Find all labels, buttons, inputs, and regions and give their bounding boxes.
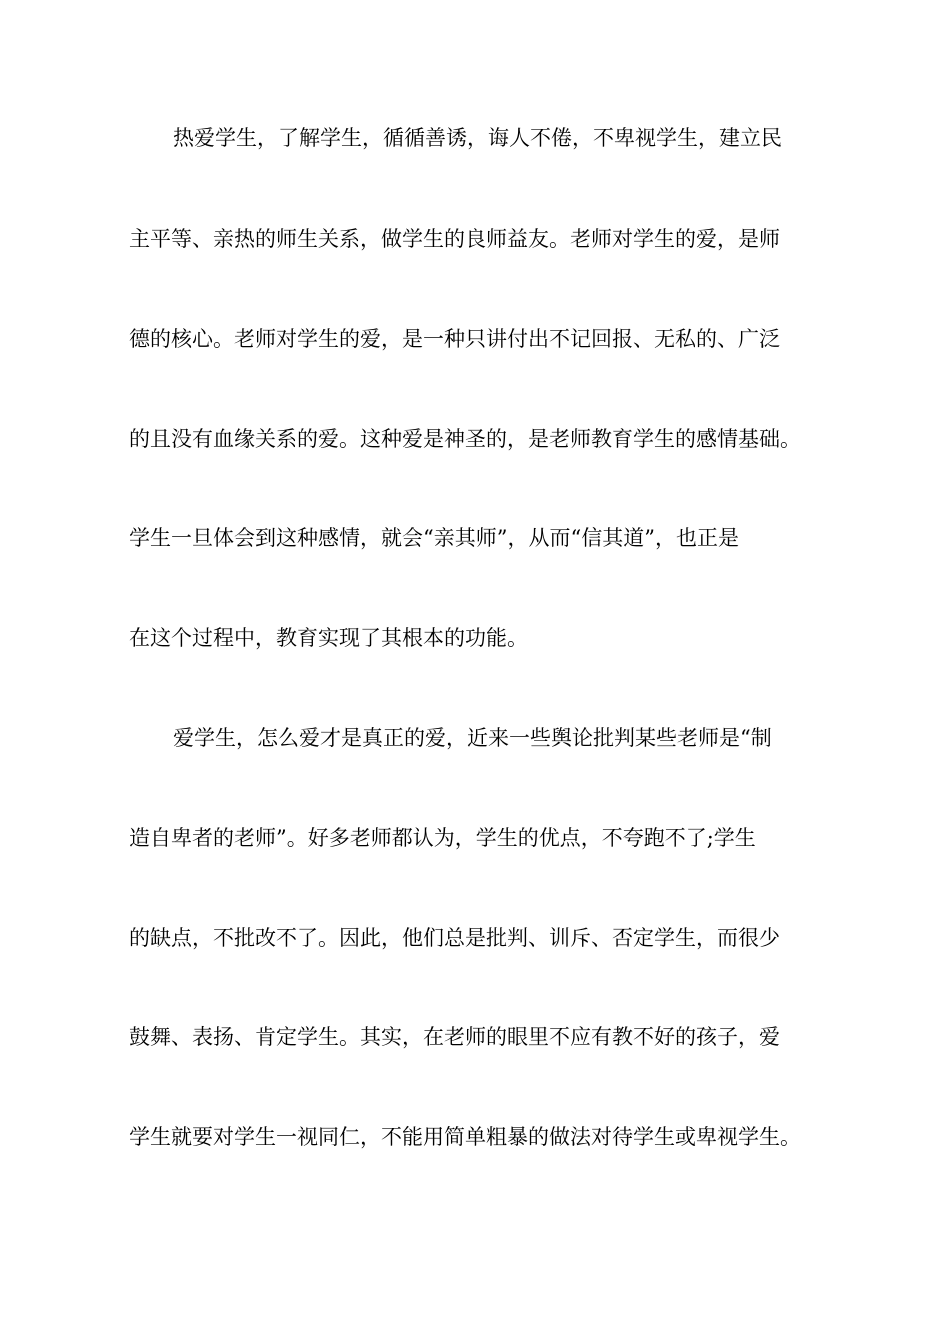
paragraph-line: 爱学生，怎么爱才是真正的爱，近来一些舆论批判某些老师是“制 (173, 726, 772, 750)
paragraph-line: 在这个过程中，教育实现了其根本的功能。 (129, 626, 528, 650)
paragraph-line: 造自卑者的老师”。好多老师都认为，学生的优点，不夸跑不了;学生 (129, 826, 756, 850)
paragraph-line: 的缺点，不批改不了。因此，他们总是批判、训斥、否定学生，而很少 (129, 926, 780, 950)
paragraph-line: 德的核心。老师对学生的爱，是一种只讲付出不记回报、无私的、广泛 (129, 327, 780, 351)
paragraph-line: 主平等、亲热的师生关系，做学生的良师益友。老师对学生的爱，是师 (129, 227, 780, 251)
paragraph-line: 鼓舞、表扬、肯定学生。其实，在老师的眼里不应有教不好的孩子，爱 (129, 1025, 780, 1049)
paragraph-line: 热爱学生，了解学生，循循善诱，诲人不倦，不卑视学生，建立民 (173, 126, 782, 150)
paragraph-line: 学生一旦体会到这种感情，就会“亲其师”，从而“信其道”，也正是 (129, 526, 739, 550)
paragraph-line: 的且没有血缘关系的爱。这种爱是神圣的，是老师教育学生的感情基础。 (129, 427, 801, 451)
paragraph-line: 学生就要对学生一视同仁，不能用简单粗暴的做法对待学生或卑视学生。 (129, 1125, 801, 1149)
